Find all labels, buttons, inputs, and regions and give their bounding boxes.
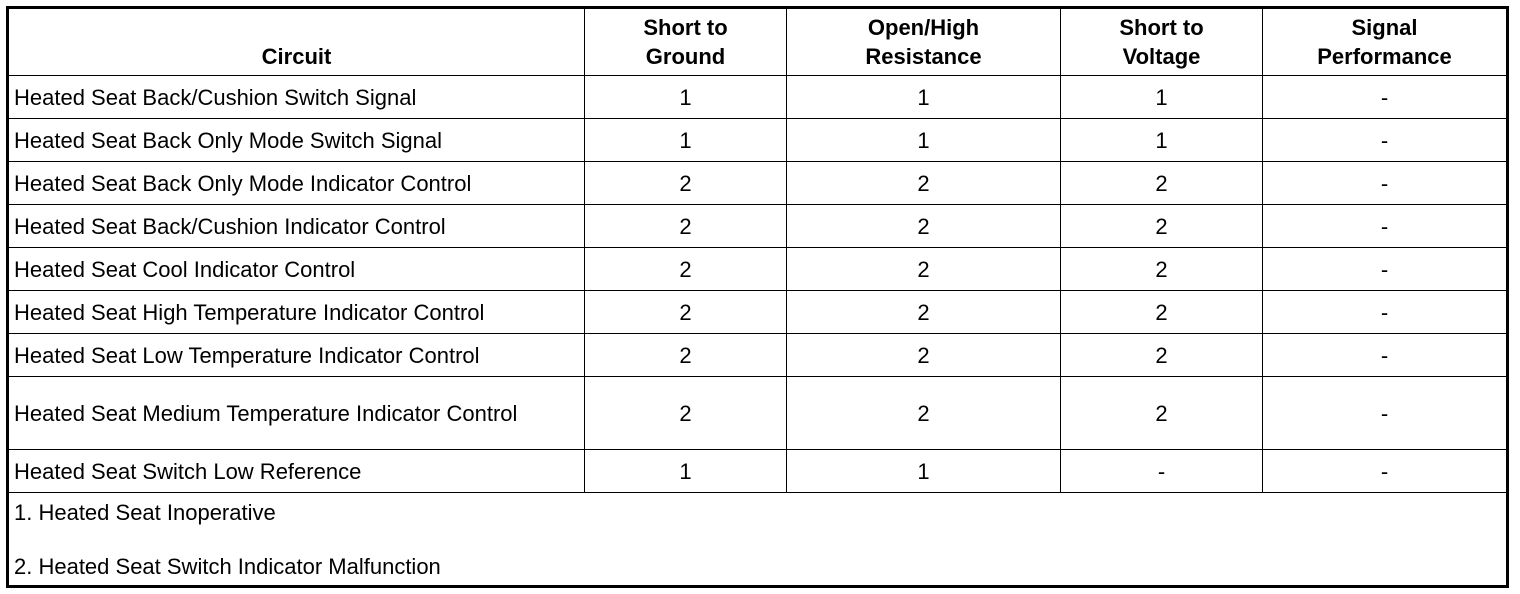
circuit-name: Heated Seat Low Temperature Indicator Control: [8, 334, 585, 377]
signal-performance-value: -: [1263, 162, 1508, 205]
header-short-to-voltage: Short to Voltage: [1061, 8, 1263, 76]
circuit-name: Heated Seat Back Only Mode Indicator Control: [8, 162, 585, 205]
note-2: 2. Heated Seat Switch Indicator Malfunction: [14, 554, 441, 579]
header-row: [8, 8, 1508, 76]
short-to-ground-value: 2: [585, 291, 787, 334]
circuit-name: Heated Seat Switch Low Reference: [8, 450, 585, 493]
short-to-voltage-value: 2: [1061, 291, 1263, 334]
table-row: [8, 291, 1508, 334]
short-to-voltage-value: 2: [1061, 205, 1263, 248]
short-to-ground-value: 1: [585, 76, 787, 119]
header-signal-performance: Signal Performance: [1263, 8, 1508, 76]
note-1: 1. Heated Seat Inoperative: [14, 500, 276, 525]
circuit-name: Heated Seat Cool Indicator Control: [8, 248, 585, 291]
table-notes: [8, 493, 1508, 587]
circuit-name: Heated Seat Back/Cushion Switch Signal: [8, 76, 585, 119]
short-to-ground-value: 2: [585, 248, 787, 291]
short-to-voltage-value: -: [1061, 450, 1263, 493]
short-to-voltage-value: 2: [1061, 162, 1263, 205]
table-row: [8, 450, 1508, 493]
short-to-ground-value: 2: [585, 205, 787, 248]
table-row: [8, 377, 1508, 450]
note-spacer: [14, 527, 1506, 553]
signal-performance-value: -: [1263, 291, 1508, 334]
short-to-voltage-value: 2: [1061, 248, 1263, 291]
open-high-resistance-value: 1: [787, 119, 1061, 162]
short-to-voltage-value: 2: [1061, 334, 1263, 377]
table-row: [8, 334, 1508, 377]
circuit-name: Heated Seat Back Only Mode Switch Signal: [8, 119, 585, 162]
open-high-resistance-value: 1: [787, 450, 1061, 493]
signal-performance-value: -: [1263, 205, 1508, 248]
table-row: [8, 162, 1508, 205]
short-to-voltage-value: 2: [1061, 377, 1263, 450]
signal-performance-value: -: [1263, 248, 1508, 291]
short-to-ground-value: 1: [585, 119, 787, 162]
table-row: [8, 76, 1508, 119]
signal-performance-value: -: [1263, 377, 1508, 450]
open-high-resistance-value: 2: [787, 205, 1061, 248]
short-to-voltage-value: 1: [1061, 76, 1263, 119]
open-high-resistance-value: 2: [787, 162, 1061, 205]
header-circuit: Circuit: [8, 8, 585, 76]
signal-performance-value: -: [1263, 334, 1508, 377]
circuit-name: Heated Seat High Temperature Indicator Control: [8, 291, 585, 334]
header-short-to-ground: Short to Ground: [585, 8, 787, 76]
short-to-ground-value: 1: [585, 450, 787, 493]
open-high-resistance-value: 2: [787, 248, 1061, 291]
circuit-name: Heated Seat Medium Temperature Indicator Control: [8, 377, 585, 450]
open-high-resistance-value: 1: [787, 76, 1061, 119]
signal-performance-value: -: [1263, 76, 1508, 119]
short-to-voltage-value: 1: [1061, 119, 1263, 162]
signal-performance-value: -: [1263, 119, 1508, 162]
circuit-name: Heated Seat Back/Cushion Indicator Control: [8, 205, 585, 248]
table-row: [8, 205, 1508, 248]
header-open-high-resistance: Open/High Resistance: [787, 8, 1061, 76]
short-to-ground-value: 2: [585, 162, 787, 205]
open-high-resistance-value: 2: [787, 291, 1061, 334]
notes-row: [8, 493, 1508, 587]
signal-performance-value: -: [1263, 450, 1508, 493]
open-high-resistance-value: 2: [787, 377, 1061, 450]
table-row: [8, 119, 1508, 162]
short-to-ground-value: 2: [585, 377, 787, 450]
short-to-ground-value: 2: [585, 334, 787, 377]
open-high-resistance-value: 2: [787, 334, 1061, 377]
table-row: [8, 248, 1508, 291]
circuit-fault-table: [6, 6, 1509, 588]
